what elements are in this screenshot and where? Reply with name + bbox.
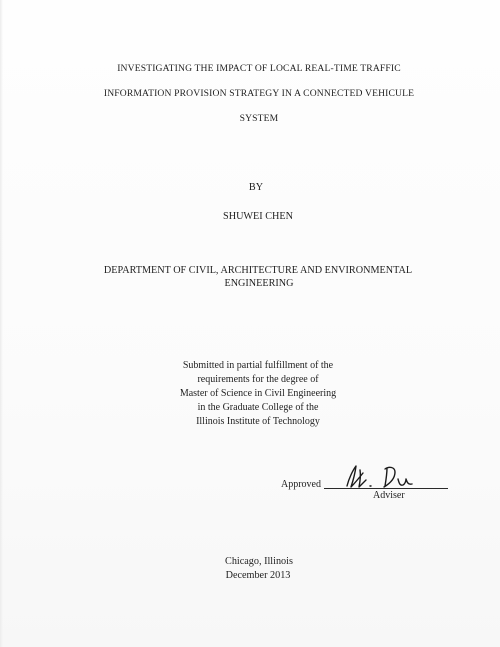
approval-block bbox=[279, 468, 459, 508]
location: Chicago, Illinois bbox=[225, 556, 293, 567]
department-line-2: ENGINEERING bbox=[224, 278, 294, 289]
by-label: BY bbox=[248, 182, 264, 193]
submission-line-3: Master of Science in Civil Engineering bbox=[179, 388, 337, 399]
adviser-label: Adviser bbox=[373, 490, 405, 501]
author-name: SHUWEI CHEN bbox=[223, 211, 293, 222]
submission-line-4: in the Graduate College of the bbox=[197, 402, 319, 413]
submission-line-5: Illinois Institute of Technology bbox=[196, 416, 320, 427]
department-line-1: DEPARTMENT OF CIVIL, ARCHITECTURE AND ENVIRONMENTAL bbox=[103, 265, 413, 276]
title-line-3: SYSTEM bbox=[239, 113, 279, 124]
approved-label: Approved bbox=[281, 479, 321, 490]
title-line-1: INVESTIGATING THE IMPACT OF LOCAL REAL-TIME TRAFFIC bbox=[117, 63, 401, 74]
title-line-2: INFORMATION PROVISION STRATEGY IN A CONNECTED VEHICULE bbox=[103, 88, 415, 99]
submission-line-2: requirements for the degree of bbox=[197, 374, 319, 385]
date: December 2013 bbox=[225, 570, 291, 581]
submission-line-1: Submitted in partial fulfillment of the bbox=[182, 360, 334, 371]
